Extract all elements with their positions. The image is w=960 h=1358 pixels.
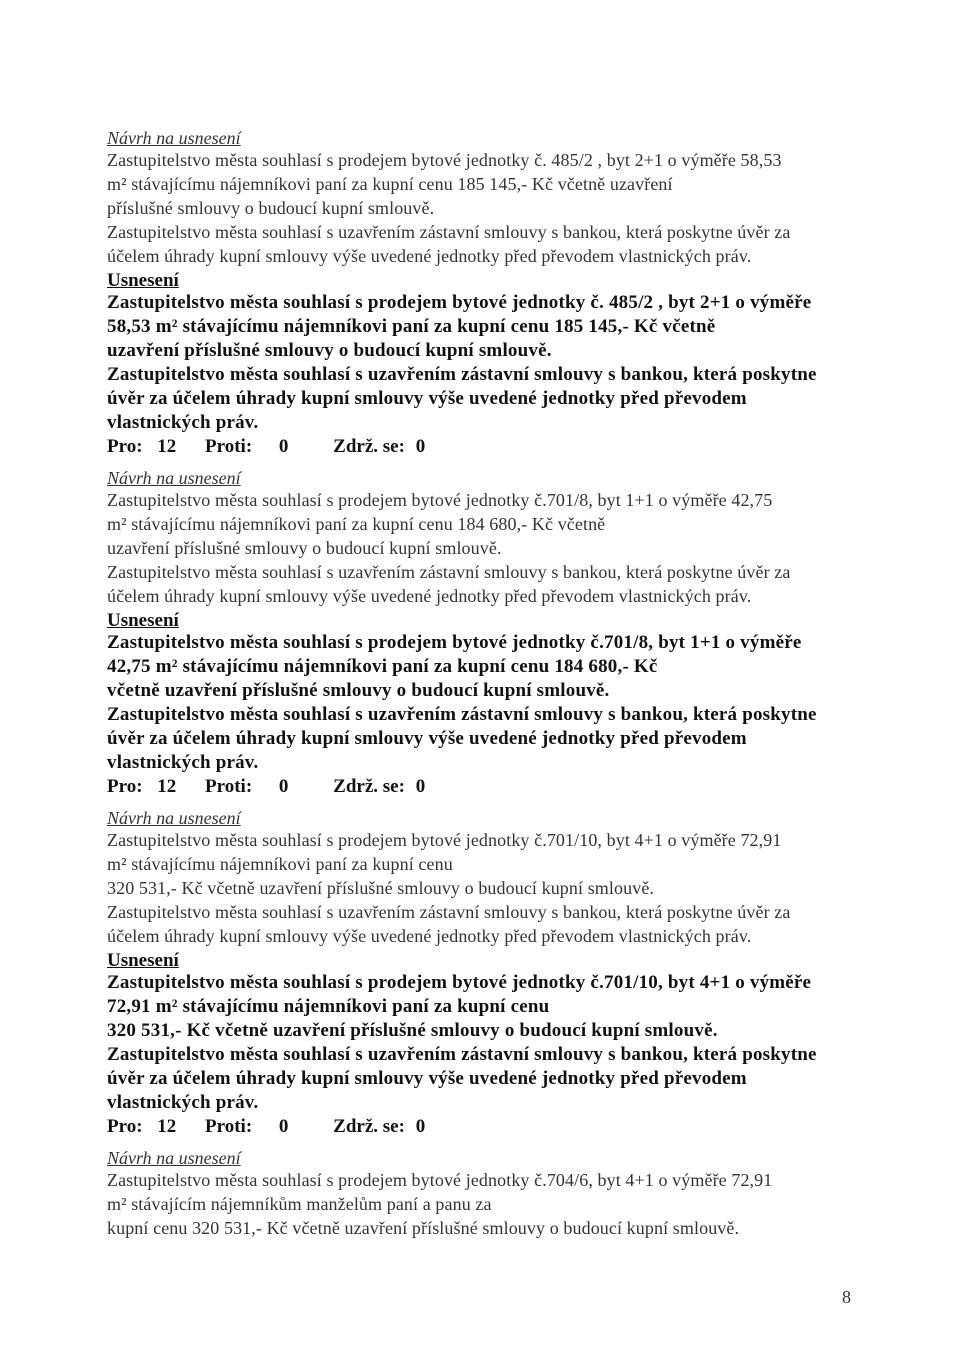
vote-proti-count: 0 <box>278 776 289 797</box>
resolution-line: úvěr za účelem úhrady kupní smlouvy výše uvedené jednotky před převodem <box>107 1068 747 1089</box>
resolution-line: Zastupitelstvo města souhlasí s prodejem bytové jednotky č.701/10, byt 4+1 o výměře <box>107 972 812 993</box>
proposal-line: účelem úhrady kupní smlouvy výše uvedené jednotky před převodem vlastnických práv. <box>107 246 752 266</box>
resolution-line: vlastnických práv. <box>107 1092 259 1113</box>
proposal-heading: Návrh na usnesení <box>107 128 241 148</box>
resolution-heading: Usnesení <box>107 950 179 971</box>
vote-pro-count: 12 <box>157 776 177 797</box>
proposal-line: m² stávajícímu nájemníkovi paní za kupní cenu 185 145,- Kč včetně uzavření <box>107 174 673 194</box>
vote-zdrz-count: 0 <box>415 776 426 797</box>
proposal-line: Zastupitelstvo města souhlasí s prodejem bytové jednotky č.704/6, byt 4+1 o výměře 72,91 <box>107 1170 773 1190</box>
proposal-heading: Návrh na usnesení <box>107 1148 241 1168</box>
resolution-line: Zastupitelstvo města souhlasí s uzavřením zástavní smlouvy s bankou, která poskytne <box>107 704 817 725</box>
vote-zdrz-count: 0 <box>415 436 426 457</box>
proposal-line: m² stávajícímu nájemníkovi paní za kupní cenu <box>107 854 453 874</box>
resolution-line: 42,75 m² stávajícímu nájemníkovi paní za kupní cenu 184 680,- Kč <box>107 656 658 677</box>
proposal-line: uzavření příslušné smlouvy o budoucí kupní smlouvě. <box>107 538 502 558</box>
vote-pro-label: Pro: <box>107 776 143 797</box>
resolution-line: včetně uzavření příslušné smlouvy o budoucí kupní smlouvě. <box>107 680 610 701</box>
resolution-line: vlastnických práv. <box>107 752 259 773</box>
resolution-heading: Usnesení <box>107 270 179 291</box>
proposal-line: účelem úhrady kupní smlouvy výše uvedené jednotky před převodem vlastnických práv. <box>107 926 752 946</box>
proposal-line: kupní cenu 320 531,- Kč včetně uzavření příslušné smlouvy o budoucí kupní smlouvě. <box>107 1218 740 1238</box>
vote-result <box>107 437 425 456</box>
vote-proti-count: 0 <box>278 436 289 457</box>
resolution-line: Zastupitelstvo města souhlasí s uzavřením zástavní smlouvy s bankou, která poskytne <box>107 364 817 385</box>
vote-result <box>107 1117 425 1136</box>
proposal-heading: Návrh na usnesení <box>107 808 241 828</box>
vote-zdrz-label: Zdrž. se: <box>333 1116 405 1137</box>
vote-pro-label: Pro: <box>107 1116 143 1137</box>
proposal-line: m² stávajícímu nájemníkovi paní za kupní cenu 184 680,- Kč včetně <box>107 514 606 534</box>
resolution-line: úvěr za účelem úhrady kupní smlouvy výše uvedené jednotky před převodem <box>107 728 747 749</box>
resolution-line: 320 531,- Kč včetně uzavření příslušné smlouvy o budoucí kupní smlouvě. <box>107 1020 718 1041</box>
proposal-line: m² stávajícím nájemníkům manželům paní a panu za <box>107 1194 492 1214</box>
vote-result <box>107 777 425 796</box>
vote-proti-label: Proti: <box>205 776 253 797</box>
resolution-line: Zastupitelstvo města souhlasí s prodejem bytové jednotky č. 485/2 , byt 2+1 o výměře <box>107 292 812 313</box>
proposal-line: Zastupitelstvo města souhlasí s prodejem bytové jednotky č.701/8, byt 1+1 o výměře 42,75 <box>107 490 773 510</box>
vote-pro-label: Pro: <box>107 436 143 457</box>
resolution-line: 72,91 m² stávajícímu nájemníkovi paní za kupní cenu <box>107 996 550 1017</box>
proposal-heading: Návrh na usnesení <box>107 468 241 488</box>
proposal-line: účelem úhrady kupní smlouvy výše uvedené jednotky před převodem vlastnických práv. <box>107 586 752 606</box>
proposal-line: Zastupitelstvo města souhlasí s uzavřením zástavní smlouvy s bankou, která poskytne úvěr za <box>107 222 791 242</box>
resolution-line: Zastupitelstvo města souhlasí s prodejem bytové jednotky č.701/8, byt 1+1 o výměře <box>107 632 802 653</box>
resolution-line: úvěr za účelem úhrady kupní smlouvy výše uvedené jednotky před převodem <box>107 388 747 409</box>
resolution-line: uzavření příslušné smlouvy o budoucí kupní smlouvě. <box>107 340 552 361</box>
proposal-line: Zastupitelstvo města souhlasí s uzavřením zástavní smlouvy s bankou, která poskytne úvěr za <box>107 562 791 582</box>
resolution-line: vlastnických práv. <box>107 412 259 433</box>
vote-pro-count: 12 <box>157 436 177 457</box>
proposal-line: Zastupitelstvo města souhlasí s prodejem bytové jednotky č. 485/2 , byt 2+1 o výměře 58,53 <box>107 150 782 170</box>
proposal-line: 320 531,- Kč včetně uzavření příslušné smlouvy o budoucí kupní smlouvě. <box>107 878 655 898</box>
proposal-line: Zastupitelstvo města souhlasí s uzavřením zástavní smlouvy s bankou, která poskytne úvěr za <box>107 902 791 922</box>
resolution-line: Zastupitelstvo města souhlasí s uzavřením zástavní smlouvy s bankou, která poskytne <box>107 1044 817 1065</box>
vote-zdrz-label: Zdrž. se: <box>333 776 405 797</box>
vote-proti-label: Proti: <box>205 436 253 457</box>
resolution-line: 58,53 m² stávajícímu nájemníkovi paní za kupní cenu 185 145,- Kč včetně <box>107 316 716 337</box>
vote-pro-count: 12 <box>157 1116 177 1137</box>
vote-proti-label: Proti: <box>205 1116 253 1137</box>
proposal-line: příslušné smlouvy o budoucí kupní smlouvě. <box>107 198 435 218</box>
vote-zdrz-label: Zdrž. se: <box>333 436 405 457</box>
vote-zdrz-count: 0 <box>415 1116 426 1137</box>
vote-proti-count: 0 <box>278 1116 289 1137</box>
proposal-line: Zastupitelstvo města souhlasí s prodejem bytové jednotky č.701/10, byt 4+1 o výměře 72,91 <box>107 830 782 850</box>
page-number: 8 <box>842 1287 851 1307</box>
resolution-heading: Usnesení <box>107 610 179 631</box>
